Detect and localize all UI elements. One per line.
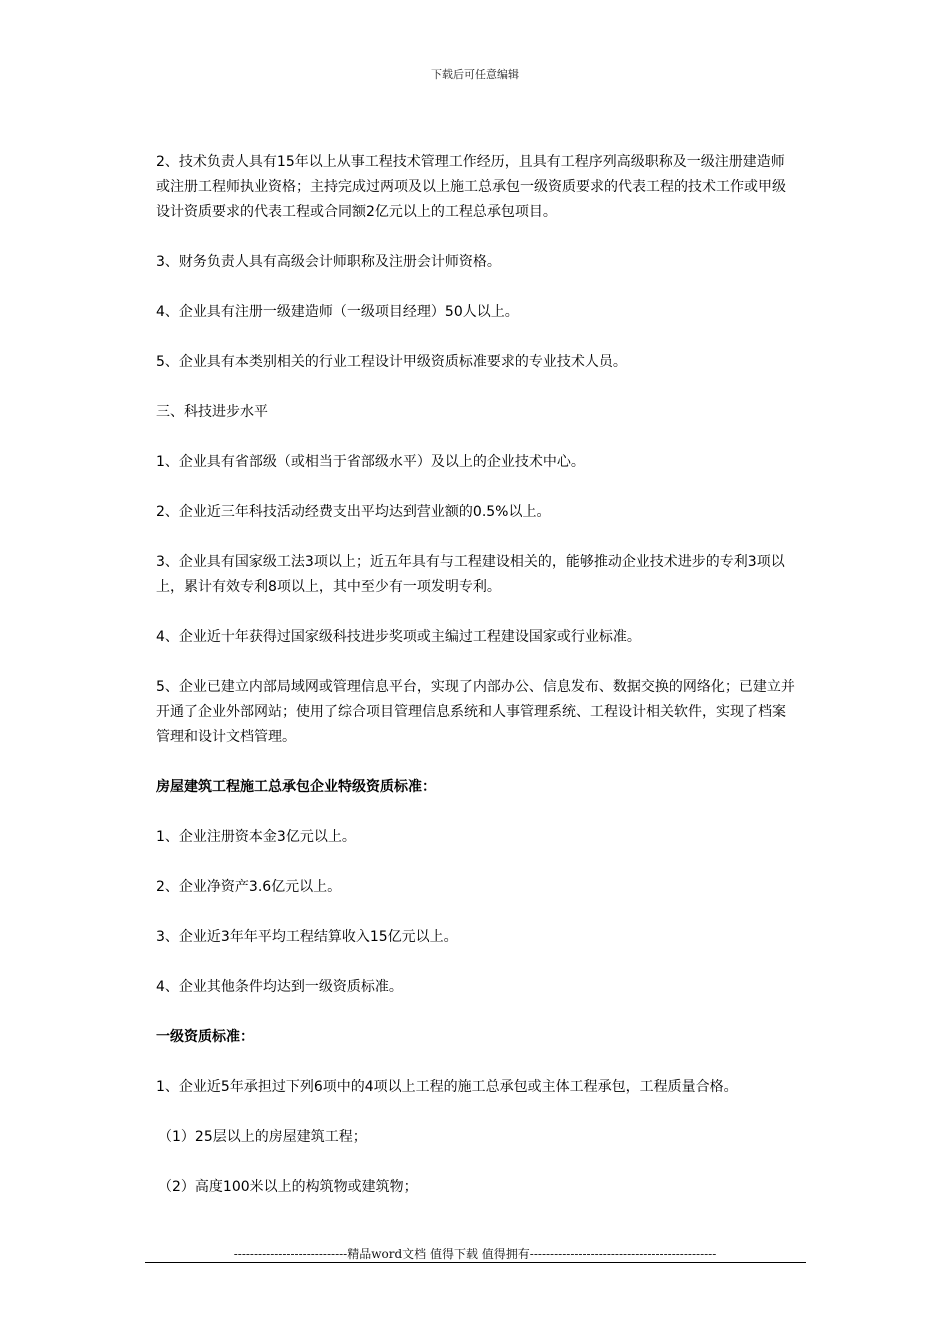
paragraph-rd-spending: 2、企业近三年科技活动经费支出平均达到营业额的0.5%以上。	[156, 504, 551, 520]
document-body	[156, 150, 796, 1225]
page-footer: ----------------------------精品word文档 值得下载 值得拥有----------------------------------------------	[233, 1247, 717, 1261]
paragraph-design-staff: 5、企业具有本类别相关的行业工程设计甲级资质标准要求的专业技术人员。	[156, 354, 627, 370]
list-item-25-floors: （1）25层以上的房屋建筑工程；	[158, 1129, 367, 1145]
section-heading-tech-progress: 三、科技进步水平	[156, 404, 268, 420]
paragraph-settlement-income: 3、企业近3年年平均工程结算收入15亿元以上。	[156, 929, 458, 945]
list-item-100-meters: （2）高度100米以上的构筑物或建筑物；	[158, 1179, 418, 1195]
paragraph-tech-leader: 2、技术负责人具有15年以上从事工程技术管理工作经历，且具有工程序列高级职称及一级注册建造师或注册工程师执业资格；主持完成过两项及以上施工总承包一级资质要求的代表工程的技术工作或甲级设计资质要求的代表工程或合同额2亿元以上的工程总承包项目。	[156, 154, 786, 220]
paragraph-finance-leader: 3、财务负责人具有高级会计师职称及注册会计师资格。	[156, 254, 501, 270]
paragraph-other-conditions: 4、企业其他条件均达到一级资质标准。	[156, 979, 403, 995]
footer-divider	[145, 1262, 806, 1263]
paragraph-registered-builders: 4、企业具有注册一级建造师（一级项目经理）50人以上。	[156, 304, 519, 320]
paragraph-net-assets: 2、企业净资产3.6亿元以上。	[156, 879, 342, 895]
paragraph-project-experience: 1、企业近5年承担过下列6项中的4项以上工程的施工总承包或主体工程承包，工程质量合格。	[156, 1079, 738, 1095]
paragraph-patents: 3、企业具有国家级工法3项以上；近五年具有与工程建设相关的，能够推动企业技术进步的专利3项以上，累计有效专利8项以上，其中至少有一项发明专利。	[156, 554, 785, 595]
page-header: 下载后可任意编辑	[431, 68, 519, 81]
section-heading-first-grade: 一级资质标准：	[156, 1029, 254, 1045]
paragraph-awards: 4、企业近十年获得过国家级科技进步奖项或主编过工程建设国家或行业标准。	[156, 629, 641, 645]
paragraph-registered-capital: 1、企业注册资本金3亿元以上。	[156, 829, 356, 845]
section-heading-special-grade: 房屋建筑工程施工总承包企业特级资质标准：	[156, 779, 436, 795]
paragraph-tech-center: 1、企业具有省部级（或相当于省部级水平）及以上的企业技术中心。	[156, 454, 585, 470]
paragraph-information-systems: 5、企业已建立内部局域网或管理信息平台，实现了内部办公、信息发布、数据交换的网络化；已建立并开通了企业外部网站；使用了综合项目管理信息系统和人事管理系统、工程设计相关软件，实现了档案管理和设计文档管理。	[156, 679, 795, 745]
